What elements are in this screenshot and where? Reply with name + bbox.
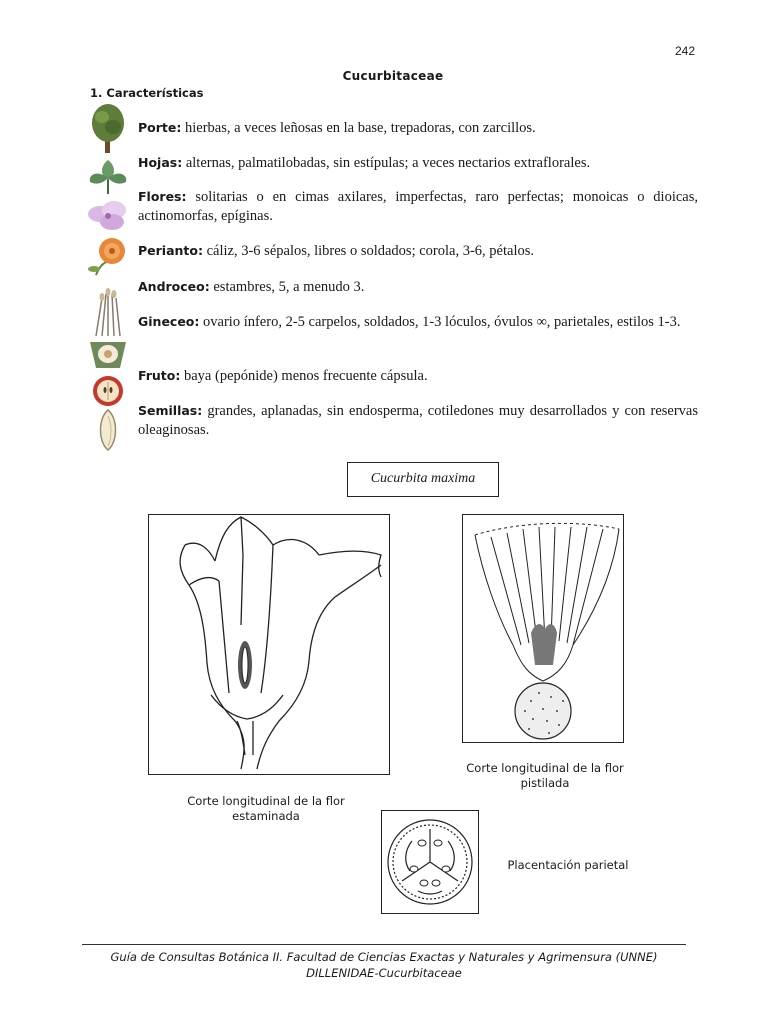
pistillate-flower-drawing bbox=[463, 515, 623, 742]
species-label: Cucurbita maxima bbox=[347, 462, 499, 497]
trait-label: Flores: bbox=[138, 189, 187, 204]
footer-line-1: Guía de Consultas Botánica II. Facultad de Ciencias Exactas y Naturales y Agrimensura (UNNE) bbox=[110, 950, 658, 964]
trait-text: estambres, 5, a menudo 3. bbox=[213, 279, 365, 295]
trait-text: solitarias o en cimas axilares, imperfectas, raro perfectas; monoicas o dioicas, actinomorfas, epíginas. bbox=[138, 189, 698, 224]
trait-semillas bbox=[138, 401, 698, 440]
trait-label: Fruto: bbox=[138, 368, 181, 383]
family-title: Cucurbitaceae bbox=[342, 69, 444, 83]
trait-label: Androceo: bbox=[138, 279, 210, 294]
trait-androceo bbox=[138, 277, 698, 297]
page-number: 242 bbox=[674, 44, 695, 58]
fruit-icon bbox=[86, 372, 130, 408]
trait-text: baya (pepónide) menos frecuente cápsula. bbox=[184, 368, 428, 384]
trait-text: cáliz, 3-6 sépalos, libres o soldados; corola, 3-6, pétalos. bbox=[206, 243, 534, 259]
trait-label: Semillas: bbox=[138, 403, 203, 418]
placentation-drawing bbox=[382, 811, 478, 913]
footer-line-2: DILLENIDAE-Cucurbitaceae bbox=[306, 966, 462, 980]
seed-icon bbox=[86, 408, 130, 452]
flower-icon bbox=[86, 198, 130, 234]
trait-fruto bbox=[138, 366, 698, 386]
trait-text: hierbas, a veces leñosas en la base, trepadoras, con zarcillos. bbox=[185, 120, 536, 136]
perianth-icon bbox=[86, 235, 130, 279]
trait-text: alternas, palmatilobadas, sin estípulas; a veces nectarios extraflorales. bbox=[185, 155, 591, 171]
trait-text: ovario ínfero, 2-5 carpelos, soldados, 1-3 lóculos, óvulos ∞, parietales, estilos 1-3. bbox=[203, 314, 681, 330]
trait-perianto bbox=[138, 241, 698, 261]
trait-flores bbox=[138, 187, 698, 226]
placentation-figure bbox=[381, 810, 479, 914]
staminate-caption: Corte longitudinal de la flor estaminada bbox=[187, 794, 345, 823]
trait-porte bbox=[138, 118, 698, 138]
trait-label: Gineceo: bbox=[138, 314, 200, 329]
section-heading: 1. Características bbox=[90, 86, 204, 100]
pistillate-flower-figure bbox=[462, 514, 624, 743]
trait-gineceo bbox=[138, 312, 698, 332]
trait-label: Porte: bbox=[138, 120, 182, 135]
staminate-flower-figure bbox=[148, 514, 390, 775]
trait-label: Hojas: bbox=[138, 155, 183, 170]
trait-label: Perianto: bbox=[138, 243, 203, 258]
footer-divider bbox=[82, 944, 686, 945]
pistillate-caption: Corte longitudinal de la flor pistilada bbox=[466, 761, 624, 790]
placentation-caption: Placentación parietal bbox=[507, 858, 629, 872]
staminate-flower-drawing bbox=[149, 515, 389, 774]
tree-icon bbox=[86, 103, 130, 155]
leaf-icon bbox=[86, 156, 130, 196]
ovary-icon bbox=[86, 338, 130, 372]
trait-text: grandes, aplanadas, sin endosperma, cotiledones muy desarrollados y con reservas oleaginosas. bbox=[138, 403, 699, 438]
trait-hojas bbox=[138, 153, 698, 173]
stamen-icon bbox=[86, 288, 130, 338]
